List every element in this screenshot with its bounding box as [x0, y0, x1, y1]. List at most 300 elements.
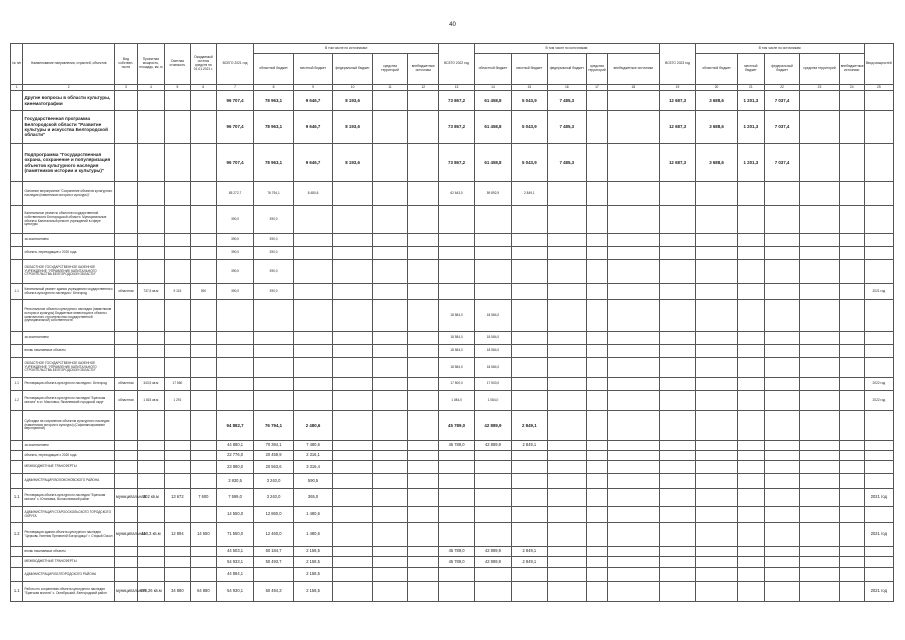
value-cell — [607, 523, 659, 547]
value-cell — [293, 300, 333, 332]
value-cell — [864, 507, 893, 523]
value-cell — [547, 378, 587, 391]
value-cell — [764, 206, 799, 234]
value-cell: 44 503,1 — [216, 547, 253, 557]
value-cell — [547, 474, 587, 489]
value-cell — [293, 206, 333, 234]
value-cell — [137, 474, 164, 489]
value-cell — [333, 182, 373, 206]
value-cell — [607, 441, 659, 451]
value-cell — [408, 234, 439, 247]
value-cell — [607, 91, 659, 111]
value-cell — [839, 441, 864, 451]
value-cell — [114, 91, 137, 111]
value-cell — [764, 260, 799, 284]
col-header: местный бюджет — [293, 54, 333, 85]
value-cell: 18 584,0 — [439, 300, 474, 332]
value-cell — [607, 378, 659, 391]
value-cell — [607, 451, 659, 461]
value-cell: 18 584,0 — [474, 332, 511, 345]
value-cell: 70 394,1 — [254, 441, 294, 451]
value-cell — [696, 247, 738, 260]
value-cell: 3 688,6 — [696, 91, 738, 111]
value-cell — [408, 391, 439, 411]
value-cell — [659, 411, 695, 441]
value-cell — [164, 206, 190, 234]
value-cell — [800, 234, 840, 247]
value-cell — [190, 547, 216, 557]
value-cell — [607, 507, 659, 523]
value-cell — [839, 474, 864, 489]
value-cell — [764, 507, 799, 523]
value-cell — [11, 474, 23, 489]
value-cell — [137, 345, 164, 358]
value-cell: 9 646,7 — [293, 111, 333, 144]
value-cell — [114, 111, 137, 144]
value-cell — [800, 284, 840, 300]
value-cell — [800, 206, 840, 234]
value-cell — [164, 411, 190, 441]
value-cell — [696, 206, 738, 234]
value-cell — [839, 247, 864, 260]
value-cell — [607, 144, 659, 182]
value-cell — [839, 260, 864, 284]
value-cell — [547, 582, 587, 602]
value-cell — [114, 411, 137, 441]
value-cell: 5 043,9 — [512, 91, 547, 111]
value-cell: 61 458,8 — [474, 91, 511, 111]
value-cell — [439, 461, 474, 474]
value-cell: 390,0 — [216, 234, 253, 247]
column-number: 16 — [547, 85, 587, 91]
value-cell — [408, 557, 439, 568]
value-cell — [659, 547, 695, 557]
value-cell — [839, 411, 864, 441]
value-cell: 1.2 — [11, 391, 23, 411]
value-cell: 1.1 — [11, 378, 23, 391]
value-cell — [512, 568, 547, 582]
value-cell — [764, 332, 799, 345]
value-cell — [408, 474, 439, 489]
value-cell — [696, 182, 738, 206]
value-cell: 61 458,8 — [474, 144, 511, 182]
value-cell — [737, 182, 764, 206]
row-name-cell: ОБЛАСТНОЕ ГОСУДАРСТВЕННОЕ КАЗЕННОЕ УЧРЕЖДЕНИЕ "УПРАВЛЕНИЕ КАПИТАЛЬНОГО СТРОИТЕЛЬСТВА БЕЛГОРОДСКОЙ ОБЛАСТИ" — [23, 358, 115, 378]
value-cell: 78 963,1 — [254, 91, 294, 111]
value-cell: муниципальная — [114, 489, 137, 507]
value-cell — [137, 568, 164, 582]
value-cell: 9 115 — [164, 284, 190, 300]
value-cell — [607, 182, 659, 206]
column-number: 15 — [512, 85, 547, 91]
value-cell — [587, 345, 608, 358]
value-cell — [254, 358, 294, 378]
value-cell — [164, 441, 190, 451]
value-cell — [864, 206, 893, 234]
table-row — [11, 411, 894, 441]
value-cell — [137, 91, 164, 111]
value-cell — [293, 247, 333, 260]
value-cell — [11, 547, 23, 557]
value-cell — [408, 144, 439, 182]
value-cell: 1.1 — [11, 582, 23, 602]
value-cell — [696, 568, 738, 582]
value-cell — [800, 378, 840, 391]
value-cell — [839, 182, 864, 206]
value-cell: 8 193,6 — [333, 111, 373, 144]
value-cell — [512, 582, 547, 602]
value-cell — [190, 247, 216, 260]
table-row — [11, 582, 894, 602]
value-cell — [114, 144, 137, 182]
value-cell: 45 789,0 — [439, 441, 474, 451]
value-cell — [190, 441, 216, 451]
value-cell — [547, 358, 587, 378]
col-header: областной бюджет — [254, 54, 294, 85]
value-cell — [587, 300, 608, 332]
value-cell: 12 687,3 — [659, 144, 695, 182]
value-cell — [333, 345, 373, 358]
value-cell — [696, 300, 738, 332]
value-cell — [254, 378, 294, 391]
value-cell — [11, 144, 23, 182]
value-cell — [607, 206, 659, 234]
value-cell — [800, 523, 840, 547]
value-cell — [114, 557, 137, 568]
value-cell — [164, 461, 190, 474]
value-cell — [372, 378, 407, 391]
value-cell — [164, 507, 190, 523]
value-cell: 2 158,5 — [293, 547, 333, 557]
value-cell: 76 794,1 — [254, 411, 294, 441]
value-cell — [737, 547, 764, 557]
value-cell: 1 084,0 — [439, 391, 474, 411]
value-cell — [114, 182, 137, 206]
value-cell — [408, 260, 439, 284]
value-cell — [659, 247, 695, 260]
value-cell — [333, 547, 373, 557]
value-cell — [114, 568, 137, 582]
value-cell — [137, 461, 164, 474]
value-cell — [114, 345, 137, 358]
value-cell — [372, 260, 407, 284]
value-cell — [696, 451, 738, 461]
value-cell — [547, 507, 587, 523]
value-cell — [190, 391, 216, 411]
value-cell — [293, 260, 333, 284]
value-cell — [607, 461, 659, 474]
value-cell — [800, 451, 840, 461]
value-cell — [839, 451, 864, 461]
value-cell — [114, 451, 137, 461]
value-cell — [839, 234, 864, 247]
value-cell — [293, 391, 333, 411]
value-cell — [439, 247, 474, 260]
row-name-cell: объекты, переходящие с 2020 года — [23, 451, 115, 461]
value-cell — [190, 345, 216, 358]
value-cell — [696, 345, 738, 358]
value-cell: 12 894 — [164, 523, 190, 547]
value-cell — [659, 582, 695, 602]
value-cell — [512, 332, 547, 345]
value-cell — [659, 568, 695, 582]
column-number: 22 — [764, 85, 799, 91]
value-cell — [439, 507, 474, 523]
value-cell — [696, 441, 738, 451]
value-cell — [164, 547, 190, 557]
value-cell — [114, 441, 137, 451]
value-cell — [114, 260, 137, 284]
value-cell — [587, 111, 608, 144]
value-cell — [293, 234, 333, 247]
value-cell — [800, 441, 840, 451]
value-cell — [164, 260, 190, 284]
value-cell — [839, 523, 864, 547]
value-cell: 45 789,0 — [439, 557, 474, 568]
value-cell — [737, 507, 764, 523]
value-cell: 302 кв.м — [137, 489, 164, 507]
table-row — [11, 568, 894, 582]
value-cell — [114, 247, 137, 260]
value-cell: 3 240,0 — [254, 474, 294, 489]
value-cell — [114, 234, 137, 247]
value-cell — [800, 582, 840, 602]
value-cell — [474, 523, 511, 547]
row-name-cell: Работы по сохранению объекта культурного наследия "Братская могила" с. Октябрьский, Белгородский район — [23, 582, 115, 602]
value-cell — [333, 391, 373, 411]
value-cell — [587, 332, 608, 345]
value-cell — [764, 300, 799, 332]
value-cell — [800, 489, 840, 507]
value-cell — [696, 391, 738, 411]
value-cell: 1 815 кв.м — [137, 391, 164, 411]
value-cell — [659, 523, 695, 547]
value-cell — [216, 358, 253, 378]
value-cell — [372, 489, 407, 507]
value-cell — [659, 345, 695, 358]
value-cell — [547, 461, 587, 474]
value-cell: 365,0 — [293, 489, 333, 507]
value-cell — [607, 332, 659, 345]
value-cell — [216, 378, 253, 391]
value-cell — [372, 111, 407, 144]
value-cell — [839, 332, 864, 345]
value-cell — [408, 441, 439, 451]
value-cell: 590,5 — [293, 474, 333, 489]
value-cell: 1 201,3 — [737, 144, 764, 182]
value-cell — [839, 391, 864, 411]
value-cell: 1 480,6 — [293, 507, 333, 523]
row-name-cell: Подпрограмма "Государственная охрана, сохранение и популяризация объектов культурного наследия (памятников истории и культуры)" — [23, 144, 115, 182]
value-cell — [137, 332, 164, 345]
value-cell: 45 789,0 — [439, 547, 474, 557]
col-header: областной бюджет — [474, 54, 511, 85]
value-cell — [333, 441, 373, 451]
value-cell: 13 672 — [164, 489, 190, 507]
value-cell: 390,0 — [216, 206, 253, 234]
value-cell — [547, 557, 587, 568]
value-cell — [372, 547, 407, 557]
value-cell — [114, 300, 137, 332]
value-cell — [587, 474, 608, 489]
value-cell — [587, 489, 608, 507]
value-cell — [190, 451, 216, 461]
value-cell: 8 193,6 — [333, 144, 373, 182]
value-cell: 410,3 кв.м — [137, 523, 164, 547]
col-header: Ожидаемый остаток средств на 01.01.2021 г. — [190, 44, 216, 85]
value-cell — [137, 547, 164, 557]
value-cell — [864, 332, 893, 345]
value-cell — [607, 557, 659, 568]
value-cell — [164, 451, 190, 461]
table-row — [11, 547, 894, 557]
value-cell — [216, 345, 253, 358]
value-cell — [164, 247, 190, 260]
value-cell — [800, 345, 840, 358]
column-number: 9 — [293, 85, 333, 91]
value-cell: 18 584,0 — [474, 300, 511, 332]
col-header: ВСЕГО 2021 год — [216, 44, 253, 85]
col-header: Проектная мощность, площадь, км, м — [137, 44, 164, 85]
value-cell — [137, 451, 164, 461]
value-cell: 64 880 — [190, 582, 216, 602]
value-cell — [164, 182, 190, 206]
value-cell — [512, 451, 547, 461]
row-name-cell: объекты, переходящие с 2020 года — [23, 247, 115, 260]
value-cell — [164, 332, 190, 345]
value-cell — [333, 260, 373, 284]
value-cell: 14 550 — [190, 523, 216, 547]
value-cell — [547, 247, 587, 260]
value-cell: 42 889,9 — [474, 557, 511, 568]
value-cell — [293, 378, 333, 391]
value-cell — [408, 247, 439, 260]
row-name-cell: Реставрация объекта культурного наследия "Братская могила" с. Ютановка, Волоконовский район — [23, 489, 115, 507]
column-number: 1 — [11, 85, 23, 91]
value-cell — [216, 332, 253, 345]
value-cell: 2 158,5 — [293, 568, 333, 582]
table-row — [11, 260, 894, 284]
value-cell: 3 830,5 — [216, 474, 253, 489]
row-name-cell: Реставрация объекта культурного наследия г. Белгород — [23, 378, 115, 391]
value-cell — [114, 474, 137, 489]
value-cell: 54 933,1 — [216, 557, 253, 568]
value-cell — [607, 489, 659, 507]
value-cell — [737, 345, 764, 358]
value-cell — [696, 582, 738, 602]
value-cell — [372, 91, 407, 111]
value-cell: 390,0 — [254, 234, 294, 247]
value-cell — [293, 345, 333, 358]
value-cell: 54 930,1 — [216, 582, 253, 602]
value-cell: 96 707,4 — [216, 144, 253, 182]
value-cell: 2 480,6 — [293, 411, 333, 441]
value-cell: областная — [114, 391, 137, 411]
value-cell — [547, 451, 587, 461]
value-cell — [372, 461, 407, 474]
value-cell: 18 584,0 — [439, 345, 474, 358]
value-cell: 44 880,1 — [216, 441, 253, 451]
value-cell — [864, 91, 893, 111]
value-cell — [864, 345, 893, 358]
value-cell — [839, 358, 864, 378]
table-row — [11, 474, 894, 489]
value-cell — [333, 332, 373, 345]
value-cell — [512, 461, 547, 474]
value-cell — [659, 391, 695, 411]
value-cell: областная — [114, 284, 137, 300]
value-cell — [764, 523, 799, 547]
value-cell: 9 646,7 — [293, 144, 333, 182]
table-row — [11, 300, 894, 332]
value-cell — [137, 234, 164, 247]
value-cell — [474, 284, 511, 300]
value-cell — [696, 260, 738, 284]
col-header: Вид собствен-ности — [114, 44, 137, 85]
value-cell — [372, 568, 407, 582]
value-cell — [737, 568, 764, 582]
value-cell — [587, 247, 608, 260]
value-cell: муниципальная — [114, 582, 137, 602]
value-cell — [737, 247, 764, 260]
value-cell: 7 480,6 — [293, 441, 333, 451]
value-cell — [190, 260, 216, 284]
value-cell — [372, 247, 407, 260]
value-cell — [659, 441, 695, 451]
value-cell — [293, 332, 333, 345]
value-cell — [737, 260, 764, 284]
value-cell — [512, 234, 547, 247]
row-name-cell: АДМИНИСТРАЦИЯ ВОЛОКОНОВСКОГО РАЙОНА — [23, 474, 115, 489]
col-header: местный бюджет — [512, 54, 547, 85]
value-cell: 2022 год — [864, 378, 893, 391]
value-cell — [659, 507, 695, 523]
value-cell — [547, 206, 587, 234]
value-cell: 1 291 — [164, 391, 190, 411]
value-cell — [737, 441, 764, 451]
value-cell: 73 867,2 — [439, 111, 474, 144]
value-cell — [164, 144, 190, 182]
value-cell: 50 493,7 — [254, 557, 294, 568]
value-cell: 1 480,6 — [293, 523, 333, 547]
value-cell — [547, 182, 587, 206]
column-number: 11 — [372, 85, 407, 91]
value-cell — [839, 144, 864, 182]
value-cell — [408, 507, 439, 523]
value-cell — [587, 182, 608, 206]
column-number: 6 — [190, 85, 216, 91]
value-cell — [333, 378, 373, 391]
value-cell — [587, 284, 608, 300]
value-cell — [587, 557, 608, 568]
value-cell — [547, 300, 587, 332]
value-cell — [587, 461, 608, 474]
page-number: 40 — [449, 22, 456, 28]
value-cell — [764, 557, 799, 568]
value-cell — [587, 507, 608, 523]
value-cell — [137, 300, 164, 332]
value-cell — [190, 557, 216, 568]
column-number: 14 — [474, 85, 511, 91]
row-name-cell: Реставрация здания объекта культурного наследия "Церковь Успения Пресвятой Богородицы" г. Старый Оскол — [23, 523, 115, 547]
row-name-cell: за исключением — [23, 332, 115, 345]
value-cell — [800, 474, 840, 489]
value-cell: 1 201,3 — [737, 91, 764, 111]
value-cell — [547, 234, 587, 247]
value-cell — [333, 206, 373, 234]
value-cell — [190, 111, 216, 144]
column-number: 21 — [737, 85, 764, 91]
